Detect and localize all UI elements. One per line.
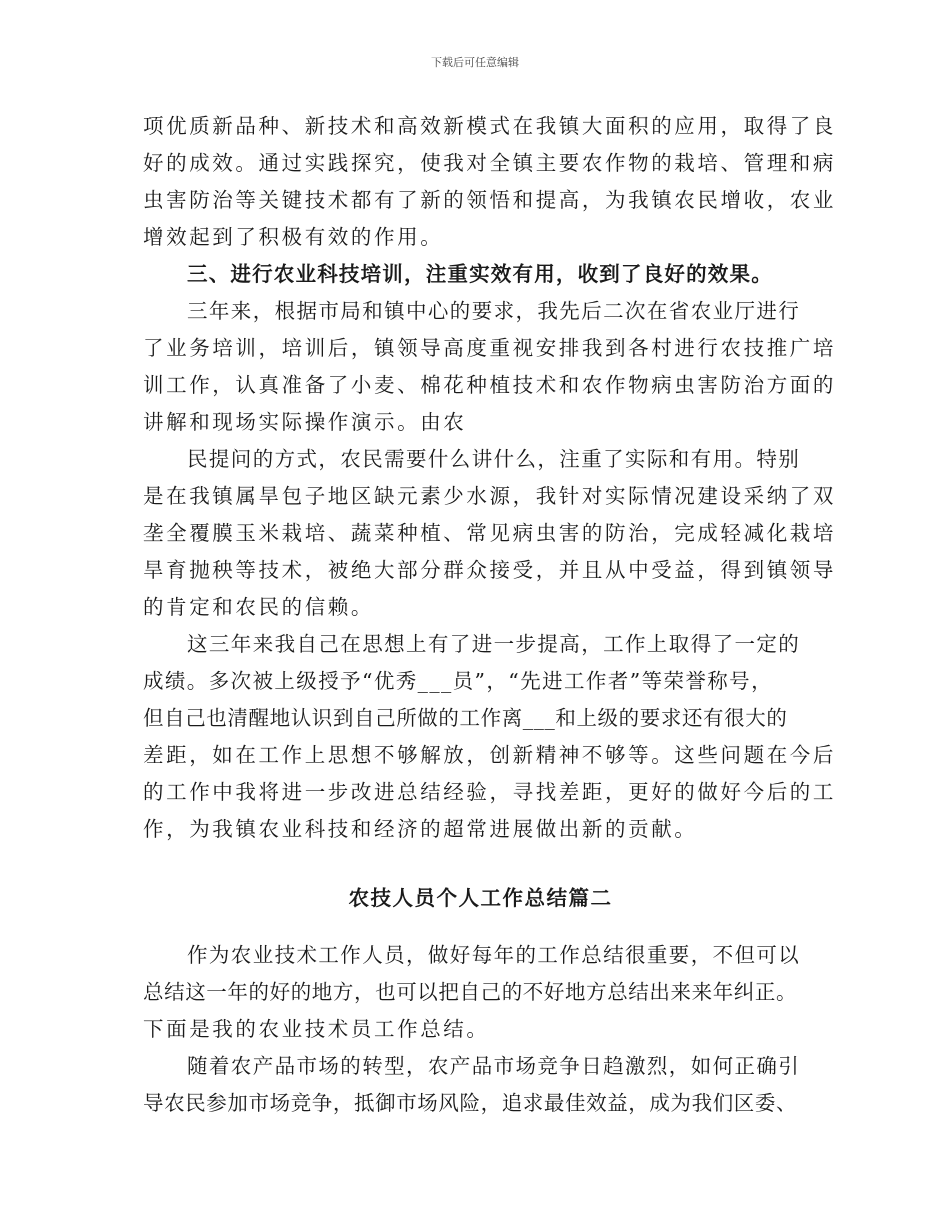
page-header-note: 下载后可任意编辑 xyxy=(431,56,519,69)
text-line: 随着农产品市场的转型，农产品市场竞争日趋激烈，如何正确引 xyxy=(187,1054,801,1078)
text-line: 这三年来我自己在思想上有了进一步提高，工作上取得了一定的 xyxy=(187,632,801,656)
text-line: 讲解和现场实际操作演示。由农 xyxy=(143,410,467,434)
paragraph-2 xyxy=(143,293,836,441)
text-line: 但自己也清醒地认识到自己所做的工作离___和上级的要求还有很大的 xyxy=(143,706,788,730)
text-line: 的工作中我将进一步改进总结经验，寻找差距，更好的做好今后的工 xyxy=(143,780,836,804)
text-line: 训工作，认真准备了小麦、棉花种植技术和农作物病虫害防治方面的 xyxy=(143,373,836,397)
paragraph-4 xyxy=(143,626,836,848)
text-line: 民提问的方式，农民需要什么讲什么，注重了实际和有用。特别 xyxy=(187,447,801,471)
text-line: 增效起到了积极有效的作用。 xyxy=(143,225,444,249)
paragraph-6 xyxy=(143,1048,818,1122)
paragraph-1 xyxy=(143,108,836,256)
text-line: 成绩。多次被上级授予“优秀___员”，“先进工作者”等荣誉称号， xyxy=(143,669,773,693)
text-line: 导农民参加市场竞争，抵御市场风险，追求最佳效益，成为我们区委、 xyxy=(143,1091,798,1115)
text-line: 差距，如在工作上思想不够解放，创新精神不够等。这些问题在今后 xyxy=(143,743,836,767)
document-body xyxy=(143,108,836,1122)
text-line: 垄全覆膜玉米栽培、蔬菜种植、常见病虫害的防治，完成轻减化栽培 xyxy=(143,521,836,545)
text-line: 项优质新品种、新技术和高效新模式在我镇大面积的应用，取得了良 xyxy=(143,114,836,138)
text-line: 作为农业技术工作人员，做好每年的工作总结很重要，不但可以 xyxy=(187,943,801,967)
text-line: 好的成效。通过实践探究，使我对全镇主要农作物的栽培、管理和病 xyxy=(143,151,836,175)
text-line: 虫害防治等关键技术都有了新的领悟和提高，为我镇农民增收，农业 xyxy=(143,188,836,212)
text-line: 作，为我镇农业科技和经济的超常进展做出新的贡献。 xyxy=(143,817,698,841)
section-title: 农技人员个人工作总结篇二 xyxy=(348,886,613,910)
section-heading-3: 三、进行农业科技培训，注重实效有用，收到了良好的效果。 xyxy=(187,262,773,286)
text-line: 旱育抛秧等技术，被绝大部分群众接受，并且从中受益，得到镇领导 xyxy=(143,558,836,582)
text-line: 三年来，根据市局和镇中心的要求，我先后二次在省农业厅进行 xyxy=(187,299,801,323)
text-line: 了业务培训，培训后，镇领导高度重视安排我到各村进行农技推广培 xyxy=(143,336,836,360)
section-spacer xyxy=(143,848,818,880)
paragraph-5 xyxy=(143,937,818,1048)
text-line: 下面是我的农业技术员工作总结。 xyxy=(143,1017,490,1041)
text-line: 总结这一年的好的地方，也可以把自己的不好地方总结出来来年纠正。 xyxy=(143,980,798,1004)
section-spacer xyxy=(143,917,818,937)
text-line: 是在我镇属旱包子地区缺元素少水源，我针对实际情况建设采纳了双 xyxy=(143,484,836,508)
text-line: 的肯定和农民的信赖。 xyxy=(143,595,374,619)
paragraph-3 xyxy=(143,441,836,626)
